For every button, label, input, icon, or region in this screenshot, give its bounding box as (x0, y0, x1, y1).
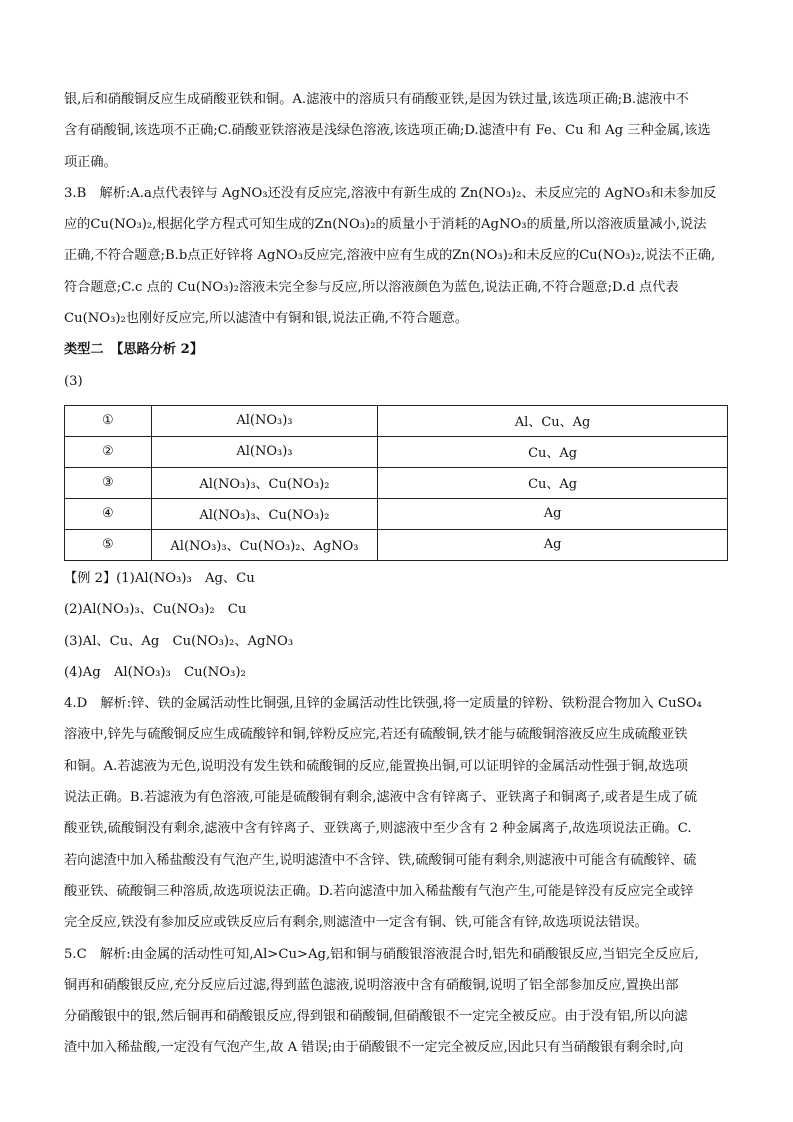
example-answer-line: (2)Al(NO₃)₃、Cu(NO₃)₂ Cu (64, 602, 247, 618)
residue-cell: Ag (378, 498, 728, 529)
row-number: ② (65, 436, 152, 467)
residue-cell: Ag (378, 529, 728, 560)
solution-cell: Al(NO₃)₃ (151, 436, 377, 467)
text-line: 银,后和硝酸铜反应生成硝酸亚铁和铜。A.滤液中的溶质只有硝酸亚铁,是因为铁过量,该选项正确;B.滤液中不 (64, 92, 689, 107)
table-row (65, 436, 728, 467)
solution-cell: Al(NO₃)₃ (151, 405, 377, 436)
text-line: 分硝酸银中的银,然后铜再和硝酸银反应,得到银和硝酸铜,但硝酸银不一定完全被反应。由于没有铝,所以向滤 (64, 1009, 688, 1025)
residue-cell: Al、Cu、Ag (378, 405, 728, 436)
text-line: 酸亚铁、硫酸铜三种溶质,故选项说法正确。D.若向滤渣中加入稀盐酸有气泡产生,可能是锌没有反应完全或锌 (64, 883, 694, 899)
text-line: 若向滤渣中加入稀盐酸没有气泡产生,说明滤渣中不含锌、铁,硫酸铜可能有剩余,则滤液中可能含有硫酸锌、硫 (64, 852, 697, 868)
text-line: 酸亚铁,硫酸铜没有剩余,滤液中含有锌离子、亚铁离子,则滤液中至少含有 2 种金属离子,故选项说法正确。C. (64, 821, 692, 837)
answer-5-line: 5.C 解析:由金属的活动性可知,Al>Cu>Ag,铝和铜与硝酸银溶液混合时,铝先和硝酸银反应,当铝完全反应后, (64, 946, 699, 962)
answer-4-line: 4.D 解析:锌、铁的金属活动性比铜强,且锌的金属活动性比铁强,将一定质量的锌粉、铁粉混合物加入 CuSO₄ (64, 696, 702, 712)
text-line: 渣中加入稀盐酸,一定没有气泡产生,故 A 错误;由于硝酸银不一定完全被反应,因此只有当硝酸银有剩余时,向 (64, 1040, 684, 1056)
table-row (65, 405, 728, 436)
text-line: 含有硝酸铜,该选项不正确;C.硝酸亚铁溶液是浅绿色溶液,该选项正确;D.滤渣中有 Fe、Cu 和 Ag 三种金属,该选 (64, 123, 711, 139)
row-number: ① (65, 405, 152, 436)
text-line: 铜再和硝酸银反应,充分反应后过滤,得到蓝色滤液,说明溶液中含有硝酸铜,说明了铝全部参加反应,置换出部 (64, 977, 679, 993)
example-answer-line: (4)Ag Al(NO₃)₃ Cu(NO₃)₂ (64, 664, 246, 680)
text-line: 应的Cu(NO₃)₂,根据化学方程式可知生成的Zn(NO₃)₂的质量小于消耗的AgNO₃的质量,所以溶液质量减小,说法 (64, 217, 707, 233)
text-line: Cu(NO₃)₂也刚好反应完,所以滤渣中有铜和银,说法正确,不符合题意。 (64, 311, 469, 327)
table-row (65, 498, 728, 529)
table-row (65, 529, 728, 560)
row-number: ⑤ (65, 529, 152, 560)
solution-cell: Al(NO₃)₃、Cu(NO₃)₂ (151, 498, 377, 529)
text-line: 正确,不符合题意;B.b点正好锌将 AgNO₃反应完,溶液中应有生成的Zn(NO₃)₂和未反应的Cu(NO₃)₂,说法不正确, (64, 248, 716, 264)
table-row (65, 467, 728, 498)
answer-3-line: 3.B 解析:A.a点代表锌与 AgNO₃还没有反应完,溶液中有新生成的 Zn(NO₃)₂、未反应完的 AgNO₃和未参加反 (64, 185, 717, 201)
residue-cell: Cu、Ag (378, 436, 728, 467)
document-page (64, 84, 734, 1064)
residue-cell: Cu、Ag (378, 467, 728, 498)
example-answer-line: 【例 2】(1)Al(NO₃)₃ Ag、Cu (64, 570, 255, 586)
solution-cell: Al(NO₃)₃、Cu(NO₃)₂、AgNO₃ (151, 529, 377, 560)
text-line: 溶液中,锌先与硫酸铜反应生成硫酸锌和铜,锌粉反应完,若还有硫酸铜,铁才能与硫酸铜溶液反应生成硫酸亚铁 (64, 727, 688, 743)
text-line: 说法正确。B.若滤液为有色溶液,可能是硫酸铜有剩余,滤液中含有锌离子、亚铁离子和铜离子,或者是生成了硫 (64, 790, 698, 806)
example-answer-line: (3)Al、Cu、Ag Cu(NO₃)₂、AgNO₃ (64, 633, 294, 649)
text-line: 完全反应,铁没有参加反应或铁反应后有剩余,则滤渣中一定含有铜、铁,可能含有锌,故选项说法错误。 (64, 915, 648, 931)
text-line: 和铜。A.若滤液为无色,说明没有发生铁和硫酸铜的反应,能置换出铜,可以证明锌的金属活动性强于铜,故选项 (64, 758, 688, 774)
answer-table (64, 405, 728, 561)
text-line: 符合题意;C.c 点的 Cu(NO₃)₂溶液未完全参与反应,所以溶液颜色为蓝色,说法正确,不符合题意;D.d 点代表 (64, 279, 679, 295)
solution-cell: Al(NO₃)₃、Cu(NO₃)₂ (151, 467, 377, 498)
row-number: ③ (65, 467, 152, 498)
sub-label: (3) (64, 373, 83, 389)
row-number: ④ (65, 498, 152, 529)
text-line: 项正确。 (64, 154, 117, 170)
section-heading: 类型二 【思路分析 2】 (64, 342, 204, 358)
